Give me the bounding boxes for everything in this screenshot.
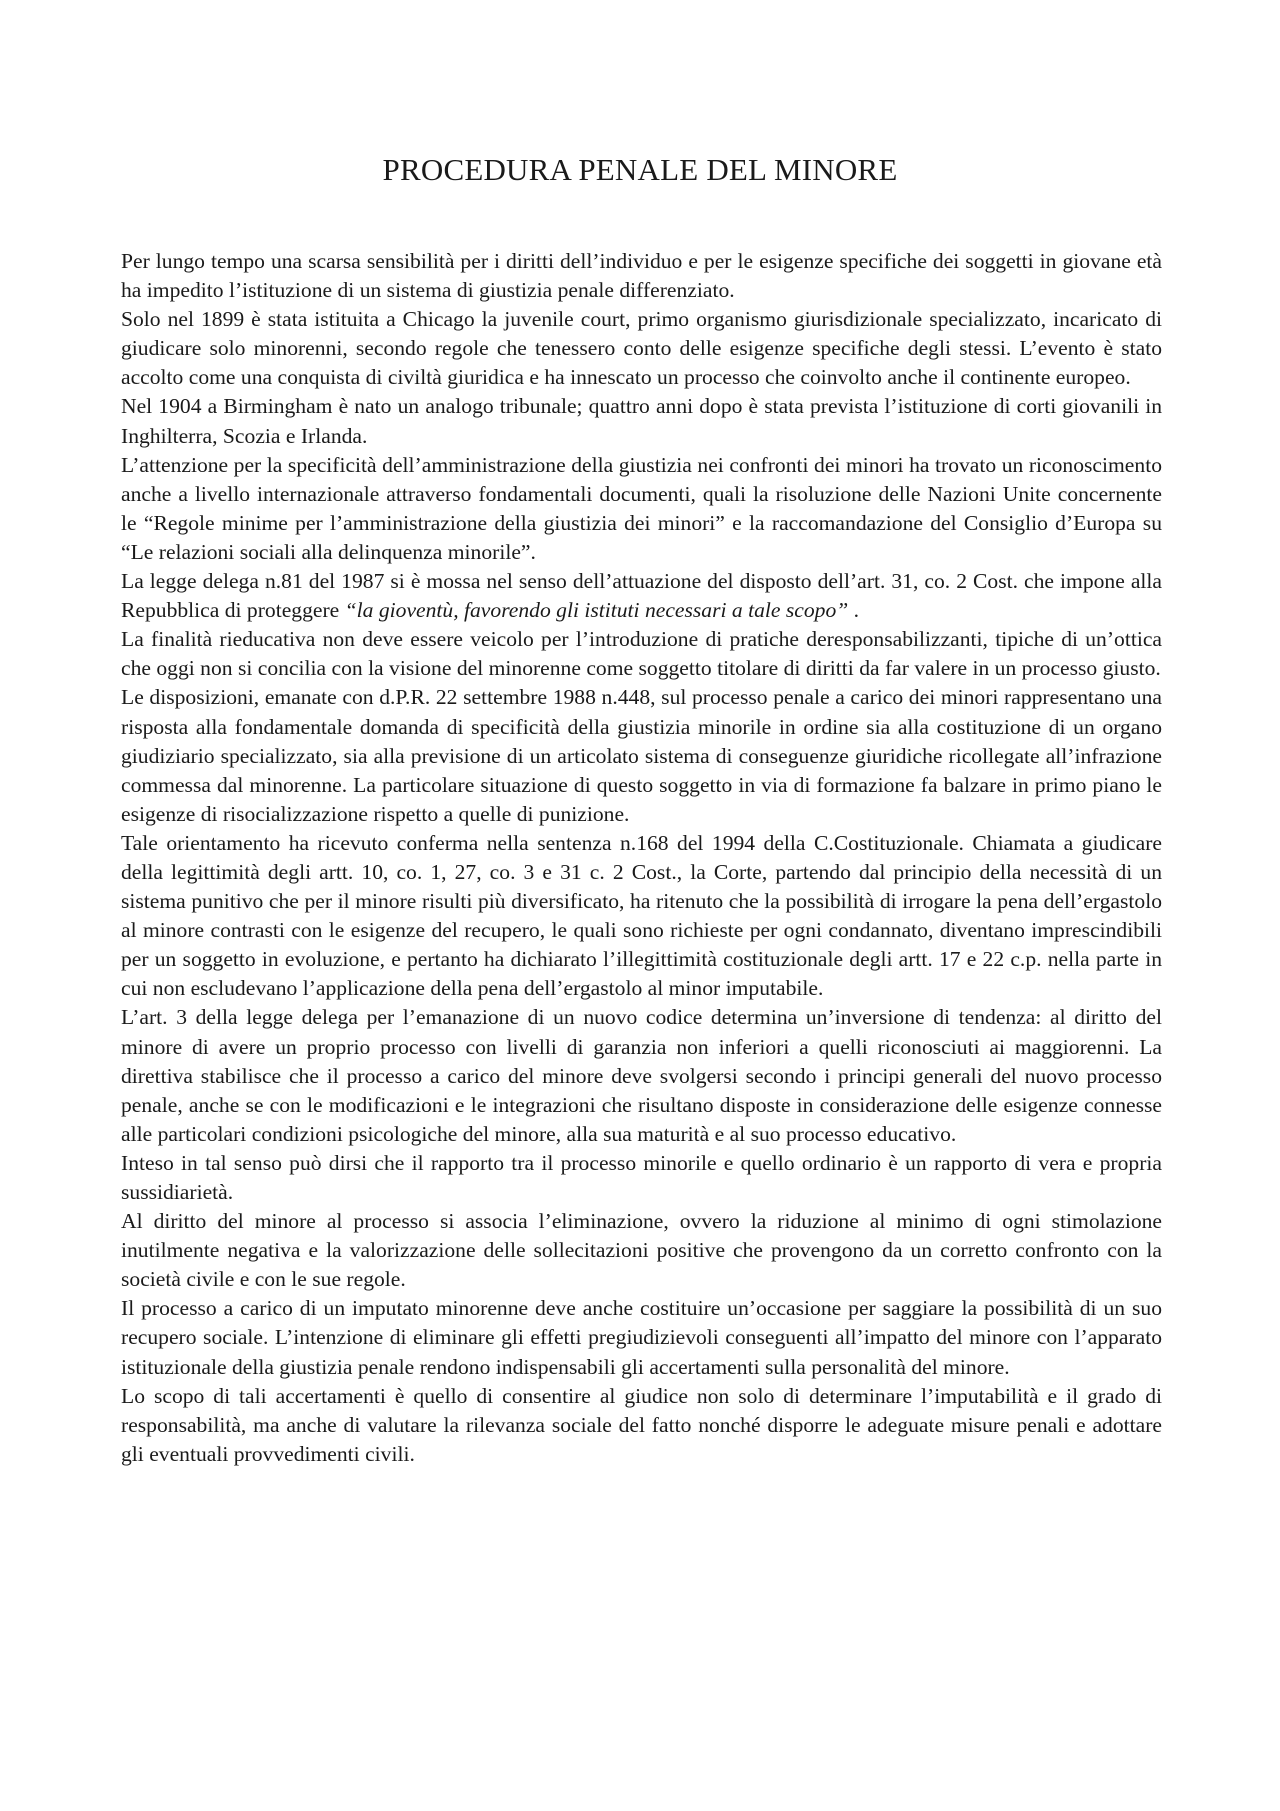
paragraph: Nel 1904 a Birmingham è nato un analogo tribunale; quattro anni dopo è stata prevista l’istituzione di corti giovanili in Inghilterra, Scozia e Irlanda. <box>121 394 1162 448</box>
paragraph-text: . <box>848 598 860 623</box>
paragraph: Solo nel 1899 è stata istituita a Chicago la juvenile court, primo organismo giurisdizionale specializzato, incaricato di giudicare solo minorenni, secondo regole che tenessero conto delle esigenze specifiche degli stessi. L’evento è stato accolto come una conquista di civiltà giuridica e ha innescato un processo che coinvolto anche il continente europeo. <box>121 307 1162 390</box>
paragraph: Il processo a carico di un imputato minorenne deve anche costituire un’occasione per saggiare la possibilità di un suo recupero sociale. L’intenzione di eliminare gli effetti pregiudizievoli conseguenti all’impatto del minore con l’apparato istituzionale della giustizia penale rendono indispensabili gli accertamenti sulla personalità del minore. <box>121 1296 1162 1379</box>
paragraph-with-quote <box>121 567 1162 625</box>
paragraph: Per lungo tempo una scarsa sensibilità per i diritti dell’individuo e per le esigenze specifiche dei soggetti in giovane età ha impedito l’istituzione di un sistema di giustizia penale differenziato. <box>121 249 1162 303</box>
paragraph: Lo scopo di tali accertamenti è quello di consentire al giudice non solo di determinare l’imputabilità e il grado di responsabilità, ma anche di valutare la rilevanza sociale del fatto nonché disporre le adeguate misure penali e adottare gli eventuali provvedimenti civili. <box>121 1383 1162 1466</box>
paragraph: La finalità rieducativa non deve essere veicolo per l’introduzione di pratiche deresponsabilizzanti, tipiche di un’ottica che oggi non si concilia con la visione del minorenne come soggetto titolare di diritti da far valere in un processo giusto. <box>121 627 1162 681</box>
paragraph: Al diritto del minore al processo si associa l’eliminazione, ovvero la riduzione al minimo di ogni stimolazione inutilmente negativa e la valorizzazione delle sollecitazioni positive che provengono da un corretto confronto con la società civile e con le sue regole. <box>121 1209 1162 1292</box>
paragraph: L’attenzione per la specificità dell’amministrazione della giustizia nei confronti dei minori ha trovato un riconoscimento anche a livello internazionale attraverso fondamentali documenti, quali la risoluzione delle Nazioni Unite concernente le “Regole minime per l’amministrazione della giustizia dei minori” e la raccomandazione del Consiglio d’Europa su “Le relazioni sociali alla delinquenza minorile”. <box>121 452 1162 564</box>
paragraph: L’art. 3 della legge delega per l’emanazione di un nuovo codice determina un’inversione di tendenza: al diritto del minore di avere un proprio processo con livelli di garanzia non inferiori a quelli riconosciuti ai maggiorenni. La direttiva stabilisce che il processo a carico del minore deve svolgersi secondo i principi generali del nuovo processo penale, anche se con le modificazioni e le integrazioni che risultano disposte in considerazione delle esigenze connesse alle particolari condizioni psicologiche del minore, alla sua maturità e al suo processo educativo. <box>121 1005 1162 1146</box>
italic-quote: “la gioventù, favorendo gli istituti necessari a tale scopo” <box>344 598 849 623</box>
paragraph-text: La legge delega n.81 del 1987 si è mossa nel senso dell’attuazione del disposto dell’art. 31, co. 2 Cost. che impone alla Repubblica di proteggere <box>121 569 1162 623</box>
page-title: PROCEDURA PENALE DEL MINORE <box>382 152 898 187</box>
paragraph: Le disposizioni, emanate con d.P.R. 22 settembre 1988 n.448, sul processo penale a carico dei minori rappresentano una risposta alla fondamentale domanda di specificità della giustizia minorile in ordine sia alla costituzione di un organo giudiziario specializzato, sia alla previsione di un articolato sistema di conseguenze giuridiche ricollegate all’infrazione commessa dal minorenne. La particolare situazione di questo soggetto in via di formazione fa balzare in primo piano le esigenze di risocializzazione rispetto a quelle di punizione. <box>121 685 1162 826</box>
paragraph: Inteso in tal senso può dirsi che il rapporto tra il processo minorile e quello ordinario è un rapporto di vera e propria sussidiarietà. <box>121 1150 1162 1204</box>
paragraph: Tale orientamento ha ricevuto conferma nella sentenza n.168 del 1994 della C.Costituzionale. Chiamata a giudicare della legittimità degli artt. 10, co. 1, 27, co. 3 e 31 c. 2 Cost., la Corte, partendo dal principio della necessità di un sistema punitivo che per il minore risulti più diversificato, ha ritenuto che la possibilità di irrogare la pena dell’ergastolo al minore contrasti con le esigenze del recupero, le quali sono richieste per ogni condannato, diventano imprescindibili per un soggetto in evoluzione, e pertanto ha dichiarato l’illegittimità costituzionale degli artt. 17 e 22 c.p. nella parte in cui non escludevano l’applicazione della pena dell’ergastolo al minor imputabile. <box>121 830 1162 1001</box>
document-body <box>121 247 1162 1469</box>
